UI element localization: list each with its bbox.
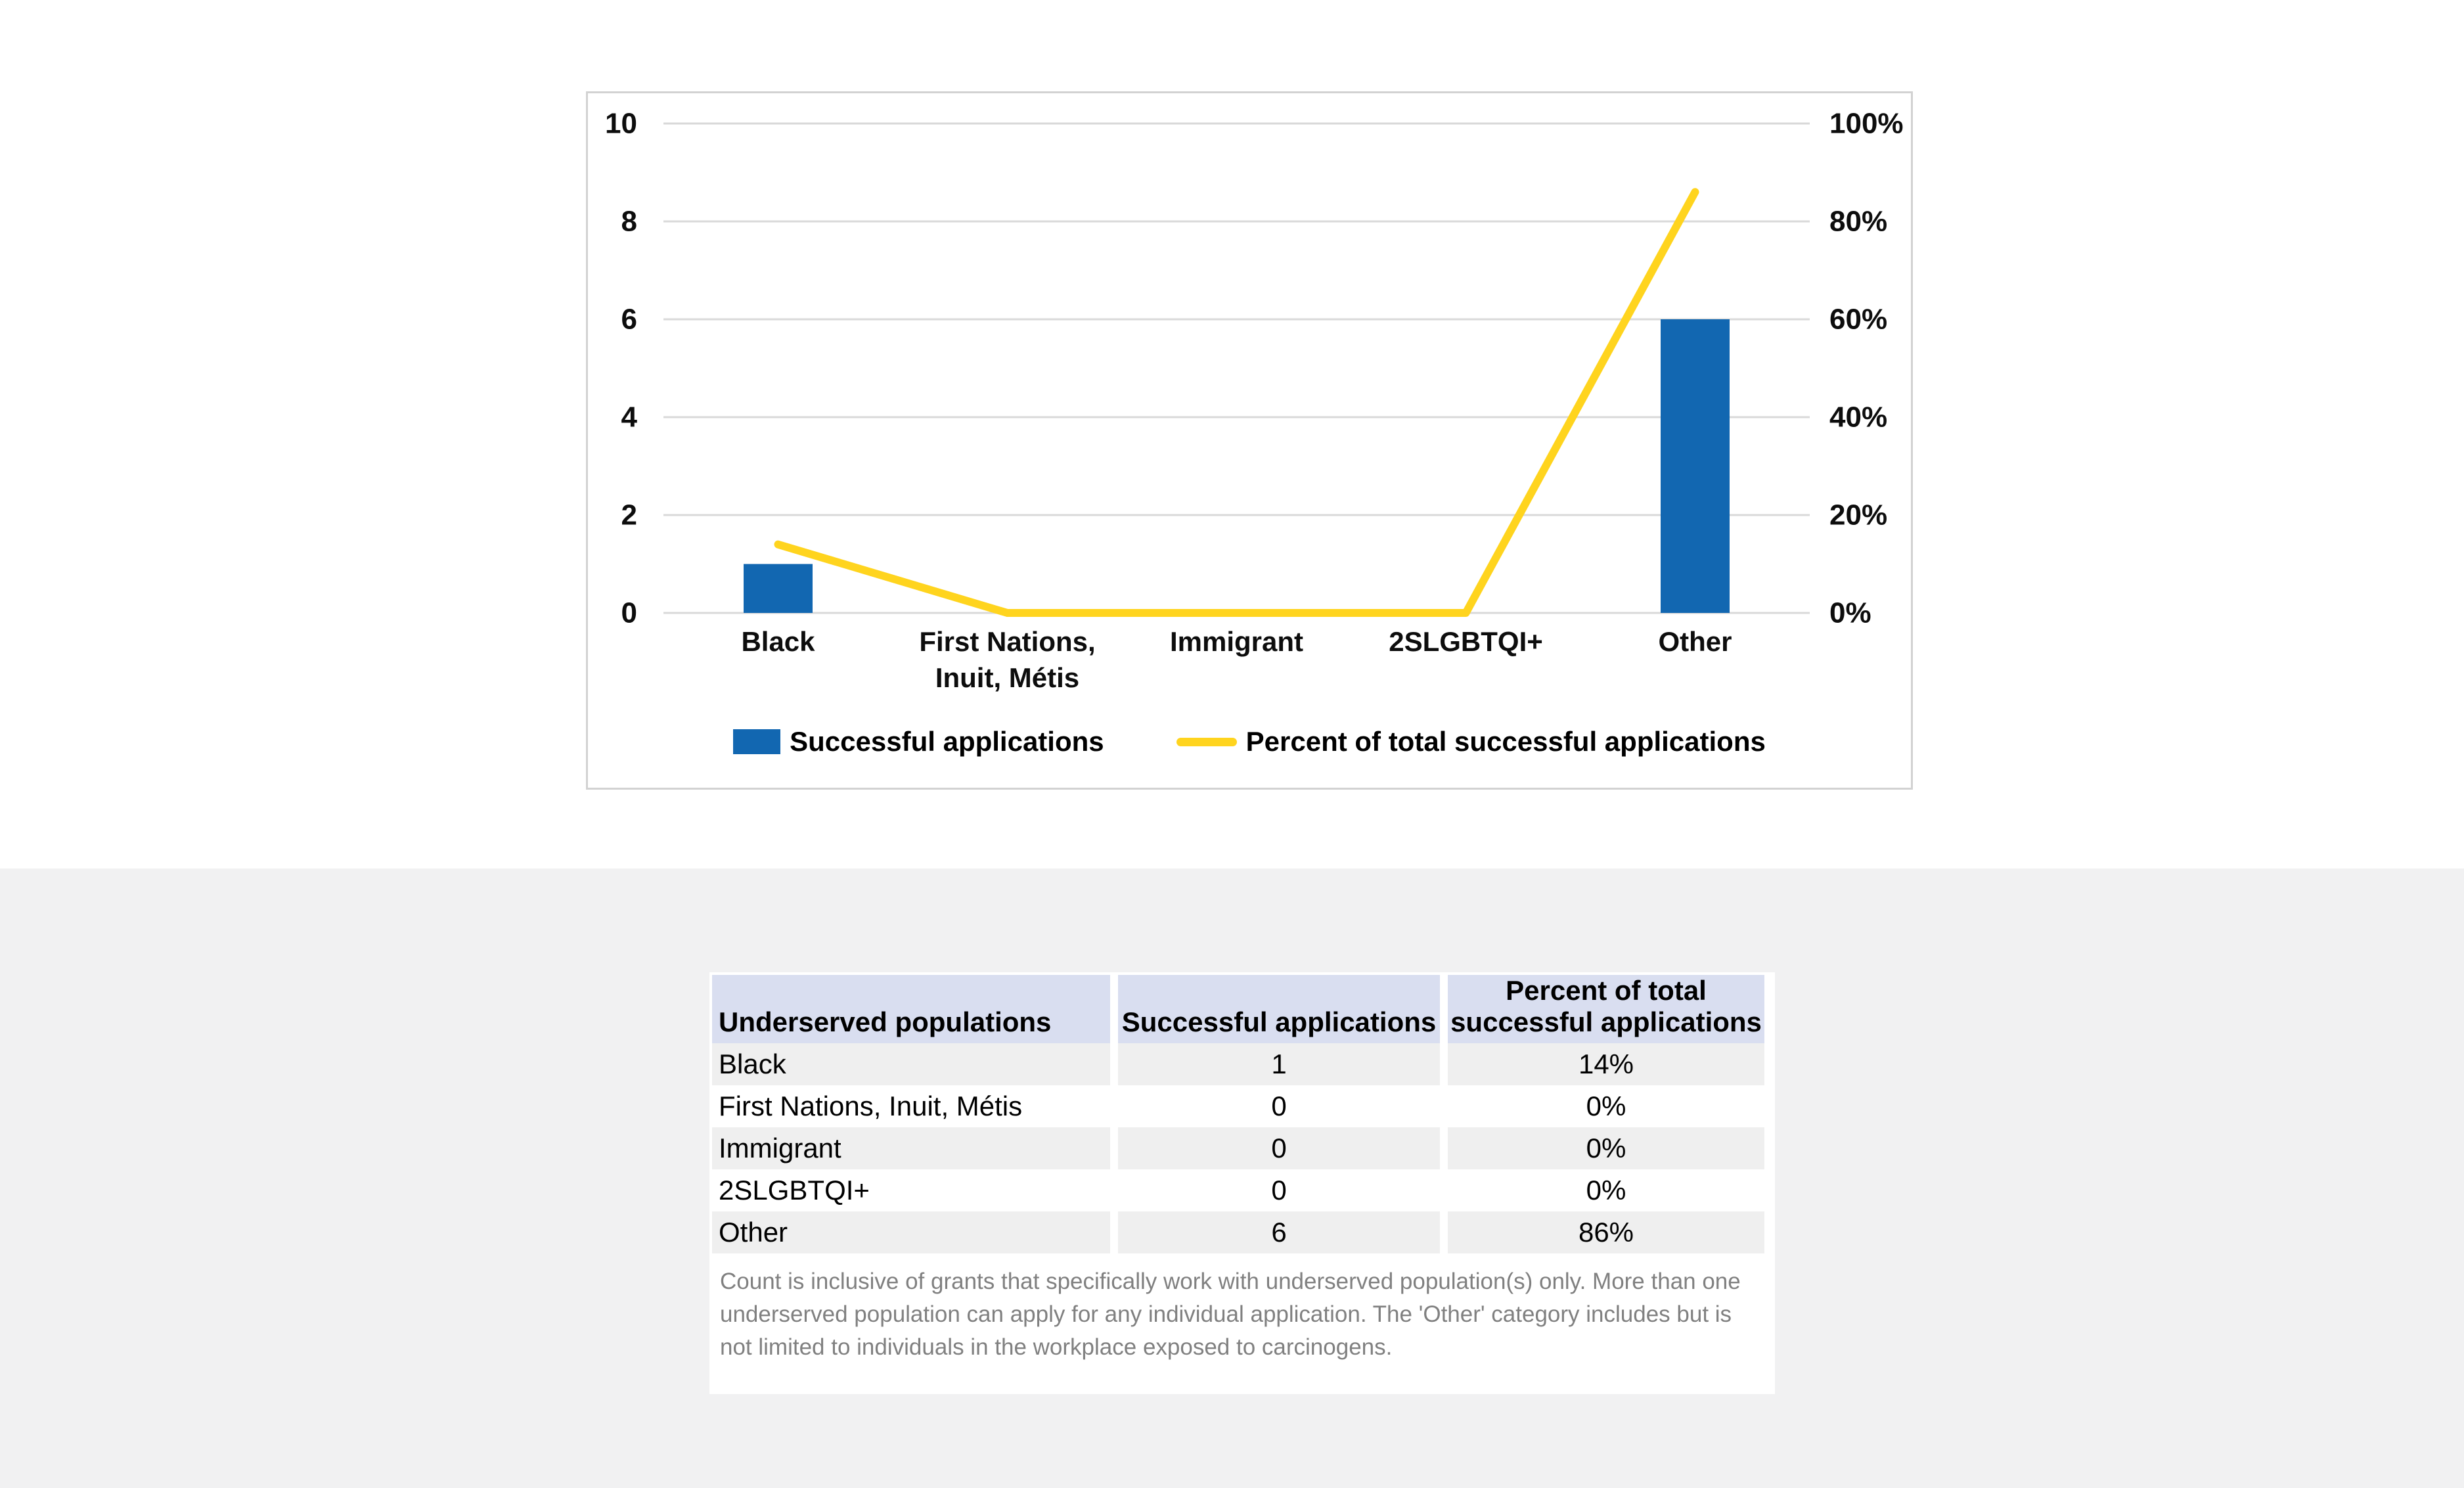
chart-legend [588,719,1911,765]
table-row-percent: 14% [1448,1043,1764,1085]
table-footnote: Count is inclusive of grants that specifically work with underserved population(s) only. More than one underserved population can apply for any individual application. The 'Other' category includes but is not limited to individuals in the workplace exposed to carcinogens. [720,1269,1741,1360]
svg-text:100%: 100% [1829,107,1904,140]
legend-label: Percent of total successful applications [1245,726,1766,757]
table-row-successful: 1 [1118,1043,1440,1085]
svg-text:10: 10 [605,107,637,140]
data-table [712,975,1772,1253]
table-row-label: Black [712,1043,1110,1085]
table-row-label: Immigrant [712,1127,1110,1169]
data-table-card [709,972,1775,1394]
svg-text:2: 2 [621,499,637,531]
svg-text:First Nations,Inuit, Métis: First Nations, Inuit, Métis [919,626,1096,693]
table-row-label: First Nations, Inuit, Métis [712,1085,1110,1127]
svg-text:Other: Other [1658,626,1732,657]
table-row-percent: 0% [1448,1127,1764,1169]
svg-text:8: 8 [621,205,637,238]
table-row-percent: 86% [1448,1211,1764,1253]
svg-text:20%: 20% [1829,499,1888,531]
svg-text:Immigrant: Immigrant [1169,626,1304,657]
table-header-underserved-populations: Underserved populations [712,975,1110,1043]
table-row-label: Other [712,1211,1110,1253]
svg-text:4: 4 [621,401,637,434]
legend-item-percent-of-total [1176,726,1766,757]
svg-text:6: 6 [621,303,637,336]
table-row-successful: 0 [1118,1169,1440,1211]
svg-text:40%: 40% [1829,401,1888,434]
svg-text:2SLGBTQI+: 2SLGBTQI+ [1389,626,1543,657]
table-row-percent: 0% [1448,1169,1764,1211]
table-row-successful: 0 [1118,1085,1440,1127]
table-row-percent: 0% [1448,1085,1764,1127]
table-row-label: 2SLGBTQI+ [712,1169,1110,1211]
table-header-successful-applications: Successful applications [1118,975,1440,1043]
svg-text:80%: 80% [1829,205,1888,238]
svg-text:0%: 0% [1829,597,1871,629]
legend-label: Successful applications [790,726,1104,757]
svg-text:60%: 60% [1829,303,1888,336]
legend-line-swatch [1176,738,1237,746]
table-row-successful: 0 [1118,1127,1440,1169]
legend-bar-swatch [733,729,780,754]
svg-text:0: 0 [621,597,637,629]
table-row-successful: 6 [1118,1211,1440,1253]
combo-chart [588,93,1911,711]
legend-item-successful-applications [733,726,1104,757]
svg-text:Black: Black [741,626,815,657]
table-header-percent-of-total: Percent of total successful applications [1448,975,1764,1043]
chart-card [586,91,1913,790]
